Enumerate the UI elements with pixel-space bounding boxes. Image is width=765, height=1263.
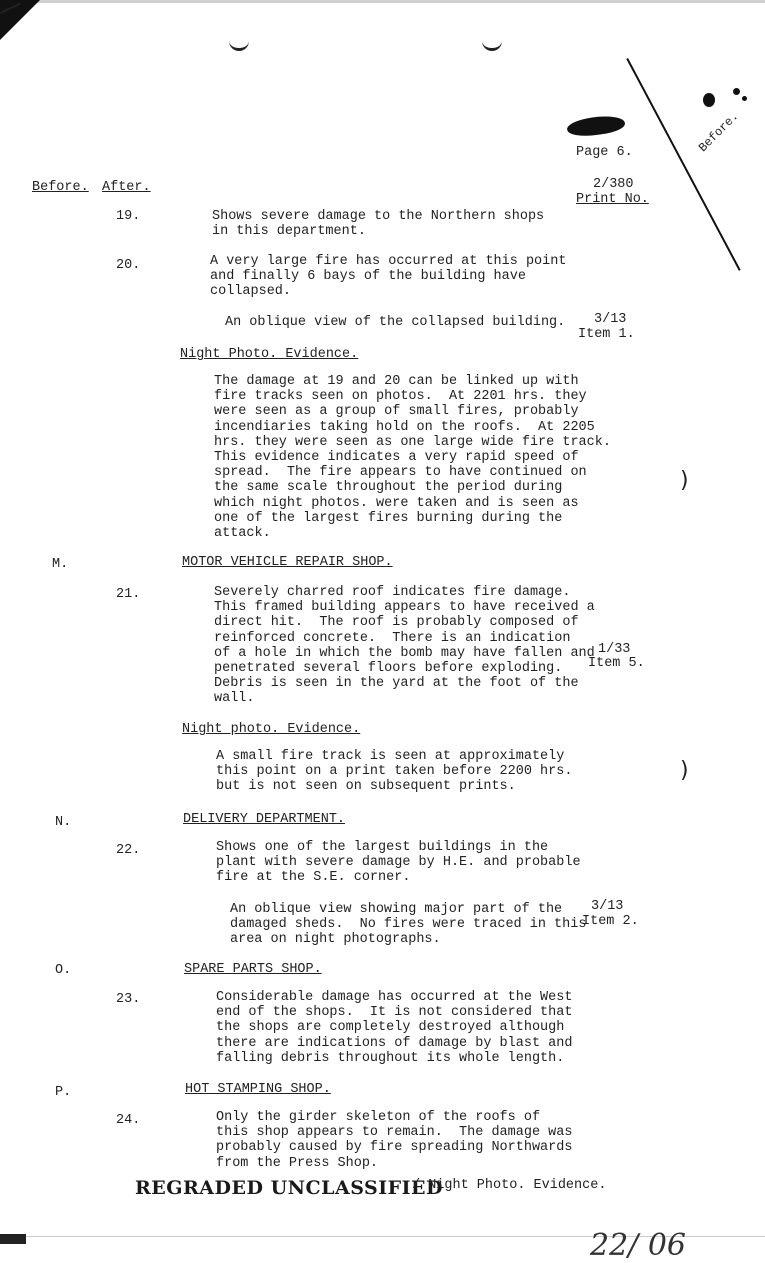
corner-margin-note: Before. bbox=[696, 109, 742, 155]
section-letter-n: N. bbox=[55, 815, 72, 830]
print-ref-3: 3/13 bbox=[591, 899, 624, 914]
item-number-20: 20. bbox=[116, 258, 141, 273]
item-number-19: 19. bbox=[116, 209, 141, 224]
night-text-2: A small fire track is seen at approximately this point on a print taken before 2200 hrs. but is not seen on subsequent prints. bbox=[216, 749, 573, 795]
punch-hole-mark-2 bbox=[482, 40, 502, 51]
section-heading-p: HOT STAMPING SHOP. bbox=[185, 1082, 331, 1097]
handwritten-number: 22/ 06 bbox=[590, 1228, 686, 1263]
item-number-21: 21. bbox=[116, 587, 141, 602]
night-heading-1: Night Photo. Evidence. bbox=[180, 347, 359, 362]
section-letter-o: O. bbox=[55, 963, 72, 978]
item-text-21: Severely charred roof indicates fire damage. This framed building appears to have received a direct hit. The roof is probably composed of reinforced concrete. There is an indication of a hole in which the bomb may have fallen and penetrated several floors before exploding. Debris is seen in the yard at the foot of the wall. bbox=[214, 585, 595, 707]
item-number-24: 24. bbox=[116, 1113, 141, 1128]
corner-blot-2 bbox=[733, 88, 740, 95]
punch-hole-mark-1 bbox=[229, 40, 249, 51]
top-left-corner-mark bbox=[0, 0, 40, 40]
night-text-1: The damage at 19 and 20 can be linked up with fire tracks seen on photos. At 2201 hrs. they were seen as a group of small fires, probably incendiaries taking hold on the roofs. At 2205 hrs. they were seen as one large wide fire track. This evidence indicates a very rapid speed of spread. The fire appears to have continued on the same scale throughout the period during which night photos. were taken and is seen as one of the largest fires burning during the attack. bbox=[214, 374, 611, 542]
item-ref-3: Item 2. bbox=[582, 914, 639, 929]
column-after: After. bbox=[102, 180, 151, 195]
item-ref-1: Item 1. bbox=[578, 327, 635, 342]
section-heading-o: SPARE PARTS SHOP. bbox=[184, 962, 322, 977]
item-text-20: A very large fire has occurred at this point and finally 6 bays of the building have collapsed. bbox=[210, 254, 567, 300]
print-ref-2: 1/33 bbox=[598, 642, 631, 657]
ref-code: 2/380 bbox=[593, 177, 634, 192]
oblique-view-text-1: An oblique view of the collapsed building. bbox=[225, 315, 566, 330]
ink-blot bbox=[566, 113, 626, 139]
right-bracket-mark-1: ) bbox=[680, 468, 689, 493]
item-number-23: 23. bbox=[116, 992, 141, 1007]
right-bracket-mark-2: ) bbox=[680, 758, 689, 783]
night-heading-2: Night photo. Evidence. bbox=[182, 722, 361, 737]
oblique-view-text-2: An oblique view showing major part of the damaged sheds. No fires were traced in this area on night photographs. bbox=[230, 902, 587, 948]
print-no-label: Print No. bbox=[576, 192, 649, 207]
item-number-22: 22. bbox=[116, 843, 141, 858]
section-letter-p: P. bbox=[55, 1085, 72, 1100]
section-heading-n: DELIVERY DEPARTMENT. bbox=[183, 812, 346, 827]
corner-blot-1 bbox=[703, 93, 715, 107]
page-number: Page 6. bbox=[576, 145, 633, 160]
item-text-24: Only the girder skeleton of the roofs of this shop appears to remain. The damage was probably caused by fire spreading Northwards from the Press Shop. bbox=[216, 1110, 573, 1171]
item-text-23: Considerable damage has occurred at the West end of the shops. It is not considered that the shops are completely destroyed although there are indications of damage by blast and falling debris throughout its whole length. bbox=[216, 990, 573, 1066]
item-text-22: Shows one of the largest buildings in the plant with severe damage by H.E. and probable fire at the S.E. corner. bbox=[216, 840, 581, 886]
continuation-note: / Night Photo. Evidence. bbox=[412, 1178, 607, 1193]
regraded-stamp: REGRADED UNCLASSIFIED bbox=[135, 1177, 443, 1199]
print-ref-1: 3/13 bbox=[594, 312, 627, 327]
folded-corner-edge bbox=[626, 58, 740, 271]
column-before: Before. bbox=[32, 180, 89, 195]
corner-blot-3 bbox=[742, 96, 747, 101]
bottom-left-mark bbox=[0, 1234, 26, 1244]
item-ref-2: Item 5. bbox=[588, 656, 645, 671]
section-letter-m: M. bbox=[52, 557, 69, 572]
section-heading-m: MOTOR VEHICLE REPAIR SHOP. bbox=[182, 555, 393, 570]
top-edge-shadow bbox=[0, 0, 765, 3]
item-text-19: Shows severe damage to the Northern shops in this department. bbox=[212, 209, 545, 240]
